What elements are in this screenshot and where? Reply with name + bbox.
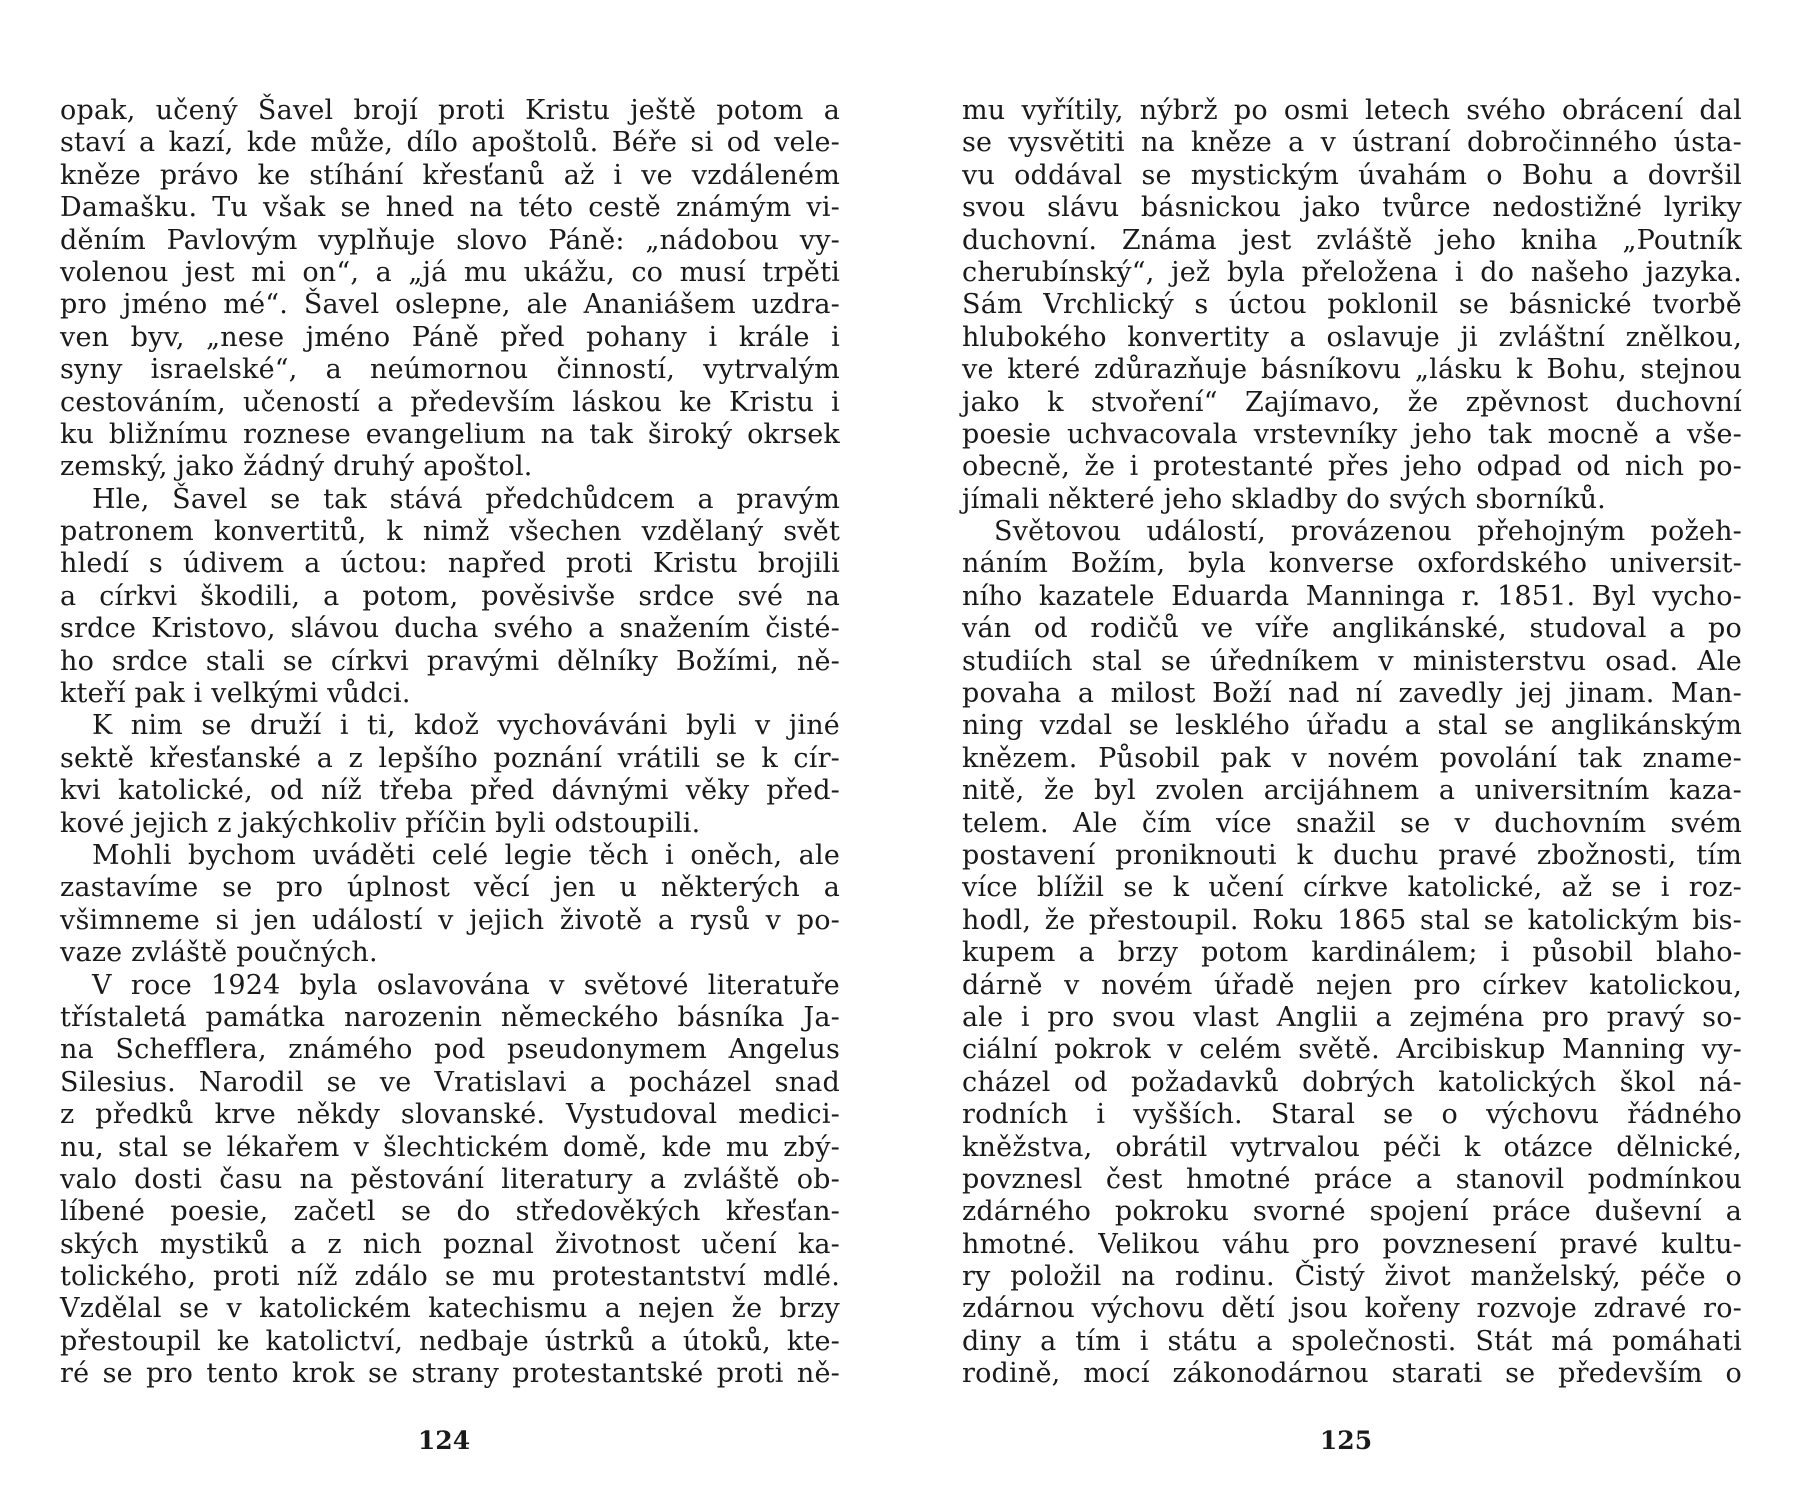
text-line: cestováním, učeností a především láskou ke Kristu i bbox=[60, 386, 840, 418]
text-line: zastavíme se pro úplnost věcí jen u některých a bbox=[60, 872, 840, 904]
text-line: patronem konvertitů, k nimž všechen vzdělaný svět bbox=[60, 516, 840, 548]
text-line: ven byv, „nese jméno Páně před pohany i krále i bbox=[60, 321, 840, 353]
text-line: ciální pokrok v celém světě. Arcibiskup Manning vy- bbox=[962, 1034, 1742, 1066]
text-line: Mohli bychom uváděti celé legie těch i oněch, ale bbox=[92, 839, 840, 871]
text-line: knězem. Působil pak v novém povolání tak zname- bbox=[962, 742, 1742, 774]
text-line: vaze zvláště poučných. bbox=[60, 937, 378, 969]
text-line: ho srdce stali se církvi pravými dělníky Božími, ně- bbox=[60, 645, 840, 677]
text-line: povznesl čest hmotné práce a stanovil podmínkou bbox=[962, 1163, 1742, 1195]
right-page bbox=[962, 95, 1742, 1391]
text-line: se vysvětiti na kněze a v ústraní dobročinného ústa- bbox=[962, 127, 1742, 159]
text-line: hledí s údivem a úctou: napřed proti Kristu brojili bbox=[60, 548, 840, 580]
text-line: a církvi škodili, a potom, pověsivše srdce své na bbox=[60, 580, 840, 612]
text-line: zdárnou výchovu dětí jsou kořeny rozvoje zdravé ro- bbox=[962, 1293, 1742, 1325]
text-line: kové jejich z jakýchkoliv příčin byli odstoupili. bbox=[60, 807, 701, 839]
text-line: duchovní. Známa jest zvláště jeho kniha „Poutník bbox=[962, 224, 1742, 256]
text-line: jako k stvoření“ Zajímavo, že zpěvnost duchovní bbox=[962, 386, 1742, 418]
text-line: ry položil na rodinu. Čistý život manželský, péče o bbox=[962, 1261, 1742, 1293]
text-line: diny a tím i státu a společnosti. Stát má pomáhati bbox=[962, 1325, 1742, 1357]
left-page-number: 124 bbox=[417, 1426, 471, 1455]
text-line: Sám Vrchlický s úctou poklonil se básnické tvorbě bbox=[962, 289, 1742, 321]
text-line: líbené poesie, začetl se do středověkých křesťan- bbox=[60, 1196, 840, 1228]
text-line: nitě, že byl zvolen arcijáhnem a universitním kaza- bbox=[962, 775, 1742, 807]
text-line: kvi katolické, od níž třeba před dávnými věky před- bbox=[60, 775, 840, 807]
text-line: Vzdělal se v katolickém katechismu a nejen že brzy bbox=[60, 1293, 840, 1325]
text-line: Hle, Šavel se tak stává předchůdcem a pravým bbox=[92, 483, 840, 515]
right-page-number: 125 bbox=[1319, 1426, 1373, 1455]
text-line: zemský, jako žádný druhý apoštol. bbox=[60, 451, 533, 483]
left-page bbox=[60, 95, 840, 1391]
text-line: ré se pro tento krok se strany protestantské proti ně- bbox=[60, 1358, 840, 1390]
text-line: děním Pavlovým vyplňuje slovo Páně: „nádobou vy- bbox=[60, 224, 840, 256]
text-line: ku bližnímu roznese evangelium na tak široký okrsek bbox=[60, 418, 840, 450]
text-line: pro jméno mé“. Šavel oslepne, ale Ananiášem uzdra- bbox=[60, 289, 840, 321]
text-line: kněze právo ke stíhání křesťanů až i ve vzdáleném bbox=[60, 159, 840, 191]
text-line: tolického, proti níž zdálo se mu protestantství mdlé. bbox=[60, 1261, 840, 1293]
text-line: Silesius. Narodil se ve Vratislavi a pocházel snad bbox=[60, 1066, 840, 1098]
right-page-text bbox=[962, 95, 1742, 1391]
text-line: zdárného pokroku svorné spojení práce duševní a bbox=[962, 1196, 1742, 1228]
text-line: valo dosti času na pěstování literatury a zvláště ob- bbox=[60, 1163, 840, 1195]
text-line: ale i pro svou vlast Anglii a zejména pro pravý so- bbox=[962, 1001, 1742, 1033]
text-line: studiích stal se úředníkem v ministerstvu osad. Ale bbox=[962, 645, 1742, 677]
text-line: obecně, že i protestanté přes jeho odpad od nich po- bbox=[962, 451, 1742, 483]
left-page-text bbox=[60, 95, 840, 1391]
text-line: V roce 1924 byla oslavována v světové literatuře bbox=[92, 969, 840, 1001]
text-line: povaha a milost Boží nad ní zavedly jej jinam. Man- bbox=[962, 678, 1742, 710]
text-line: přestoupil ke katolictví, nedbaje ústrků a útoků, kte- bbox=[60, 1325, 840, 1357]
text-line: ního kazatele Eduarda Manninga r. 1851. Byl vycho- bbox=[962, 580, 1742, 612]
text-line: kněžstva, obrátil vytrvalou péči k otázce dělnické, bbox=[962, 1131, 1742, 1163]
text-line: jímali některé jeho skladby do svých sborníků. bbox=[962, 483, 1606, 515]
text-line: hmotné. Velikou váhu pro povznesení pravé kultu- bbox=[962, 1228, 1742, 1260]
text-line: nu, stal se lékařem v šlechtickém domě, kde mu zbý- bbox=[60, 1131, 840, 1163]
text-line: syny israelské“, a neúmornou činností, vytrvalým bbox=[60, 354, 840, 386]
text-line: srdce Kristovo, slávou ducha svého a snažením čisté- bbox=[60, 613, 840, 645]
text-line: rodině, mocí zákonodárnou starati se především o bbox=[962, 1358, 1742, 1390]
text-line: mu vyřítily, nýbrž po osmi letech svého obrácení dal bbox=[962, 95, 1742, 126]
text-line: sektě křesťanské a z lepšího poznání vrátili se k cír- bbox=[60, 742, 840, 774]
text-line: staví a kazí, kde může, dílo apoštolů. Béře si od vele- bbox=[60, 127, 840, 159]
text-line: kteří pak i velkými vůdci. bbox=[60, 678, 411, 710]
text-line: ván od rodičů ve víře anglikánské, studoval a po bbox=[962, 613, 1742, 645]
text-line: K nim se druží i ti, kdož vychováváni byli v jiné bbox=[92, 710, 840, 742]
text-line: Damašku. Tu však se hned na této cestě známým vi- bbox=[60, 192, 840, 224]
text-line: hodl, že přestoupil. Roku 1865 stal se katolickým bis- bbox=[962, 904, 1742, 936]
text-line: všimneme si jen událostí v jejich životě a rysů v po- bbox=[60, 904, 840, 936]
text-line: ve které zdůrazňuje básníkovu „lásku k Bohu, stejnou bbox=[962, 354, 1742, 386]
text-line: ning vzdal se lesklého úřadu a stal se anglikánským bbox=[962, 710, 1742, 742]
text-line: kupem a brzy potom kardinálem; i působil blaho- bbox=[962, 937, 1742, 969]
text-line: z předků krve někdy slovanské. Vystudoval medici- bbox=[60, 1099, 840, 1131]
text-line: postavení proniknouti k duchu pravé zbožnosti, tím bbox=[962, 839, 1742, 871]
text-line: vu oddával se mystickým úvahám o Bohu a dovršil bbox=[962, 159, 1742, 191]
text-line: svou slávu básnickou jako tvůrce nedostižné lyriky bbox=[962, 192, 1742, 224]
text-line: Světovou událostí, provázenou přehojným požeh- bbox=[994, 516, 1742, 548]
text-line: volenou jest mi on“, a „já mu ukážu, co musí trpěti bbox=[60, 256, 840, 288]
text-line: na Schefflera, známého pod pseudonymem Angelus bbox=[60, 1034, 840, 1066]
text-line: ských mystiků a z nich poznal životnost učení ka- bbox=[60, 1228, 840, 1260]
text-line: náním Božím, byla konverse oxfordského universit- bbox=[962, 548, 1742, 580]
text-line: hlubokého konvertity a oslavuje ji zvláštní znělkou, bbox=[962, 321, 1742, 353]
text-line: třístaletá památka narozenin německého básníka Ja- bbox=[60, 1001, 840, 1033]
text-line: rodních i vyšších. Staral se o výchovu řádného bbox=[962, 1099, 1742, 1131]
text-line: poesie uchvacovala vrstevníky jeho tak mocně a vše- bbox=[962, 418, 1742, 450]
text-line: telem. Ale čím více snažil se v duchovním svém bbox=[962, 807, 1742, 839]
text-line: více blížil se k učení církve katolické, až se i roz- bbox=[962, 872, 1742, 904]
text-line: cherubínský“, jež byla přeložena i do našeho jazyka. bbox=[962, 256, 1742, 288]
text-line: opak, učený Šavel brojí proti Kristu ještě potom a bbox=[60, 95, 840, 126]
text-line: cházel od požadavků dobrých katolických škol ná- bbox=[962, 1066, 1742, 1098]
text-line: dárně v novém úřadě nejen pro církev katolickou, bbox=[962, 969, 1742, 1001]
